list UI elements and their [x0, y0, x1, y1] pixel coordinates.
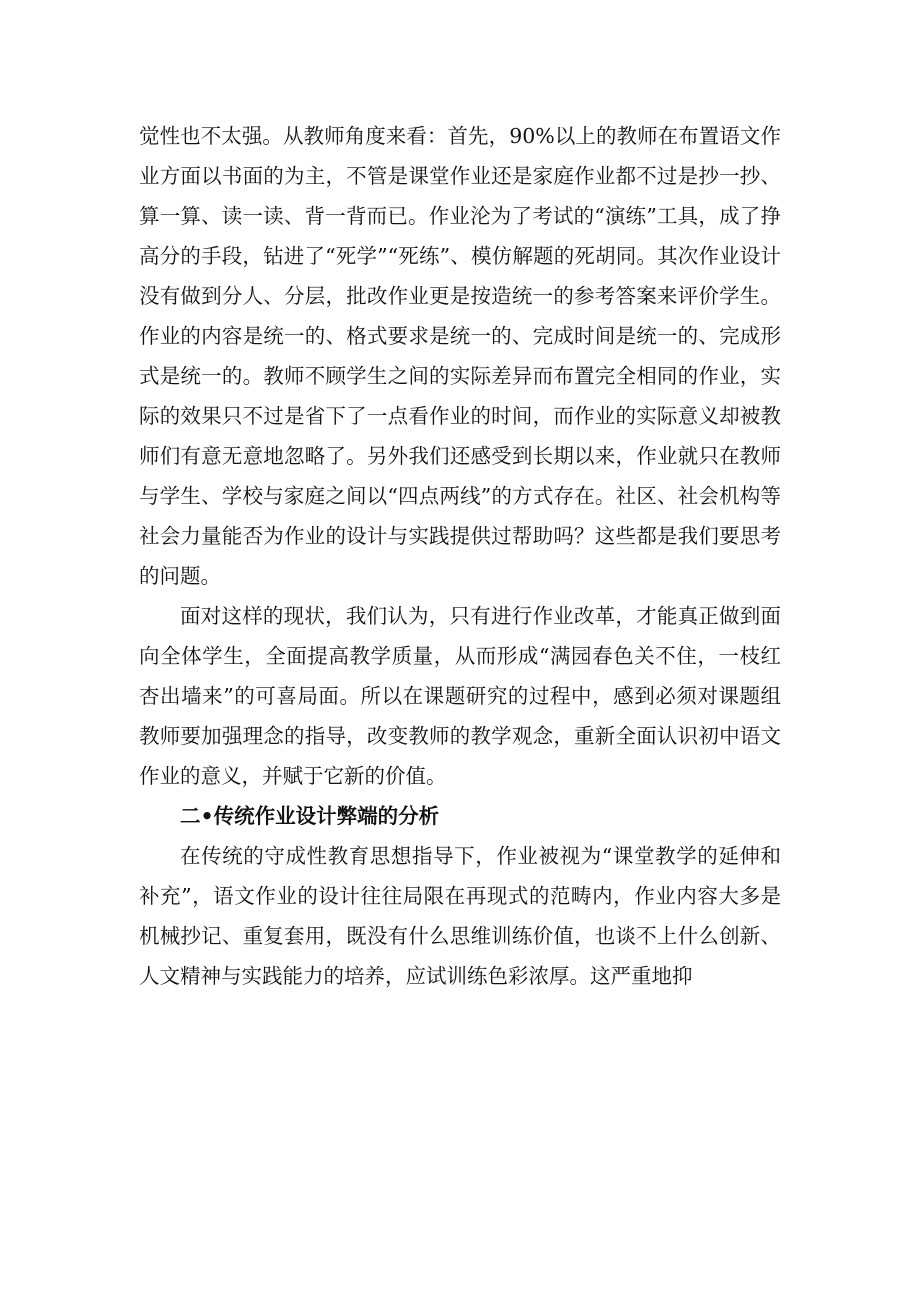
body-paragraph-traditional: 在传统的守成性教育思想指导下，作业被视为“课堂教学的延伸和补充”，语文作业的设计往往局限在再现式的范畴内，作业内容大多是机械抄记、重复套用，既没有什么思维训练价值，也谈不上什么创新、人文精神与实践能力的培养，应试训练色彩浓厚。这严重地抑	[139, 844, 781, 988]
section-heading-2: 二•传统作业设计弊端的分析	[180, 804, 440, 828]
document-page	[139, 116, 781, 996]
body-paragraph-continued: 觉性也不太强。从教师角度来看：首先，90%以上的教师在布置语文作业方面以书面的为主，不管是课堂作业还是家庭作业都不过是抄一抄、算一算、读一读、背一背而已。作业沦为了考试的“演练”工具，成了挣高分的手段，钻进了“死学”“死练”、模仿解题的死胡同。其次作业设计没有做到分人、分层，批改作业更是按造统一的参考答案来评价学生。作业的内容是统一的、格式要求是统一的、完成时间是统一的、完成形式是统一的。教师不顾学生之间的实际差异而布置完全相同的作业，实际的效果只不过是省下了一点看作业的时间，而作业的实际意义却被教师们有意无意地忽略了。另外我们还感受到长期以来，作业就只在教师与学生、学校与家庭之间以“四点两线”的方式存在。社区、社会机构等社会力量能否为作业的设计与实践提供过帮助吗？这些都是我们要思考的问题。	[139, 124, 781, 588]
body-paragraph-reform: 面对这样的现状，我们认为，只有进行作业改革，才能真正做到面向全体学生，全面提高教学质量，从而形成“满园春色关不住，一枝红杏出墙来”的可喜局面。所以在课题研究的过程中，感到必须对课题组教师要加强理念的指导，改变教师的教学观念，重新全面认识初中语文作业的意义，并赋于它新的价值。	[139, 604, 781, 788]
